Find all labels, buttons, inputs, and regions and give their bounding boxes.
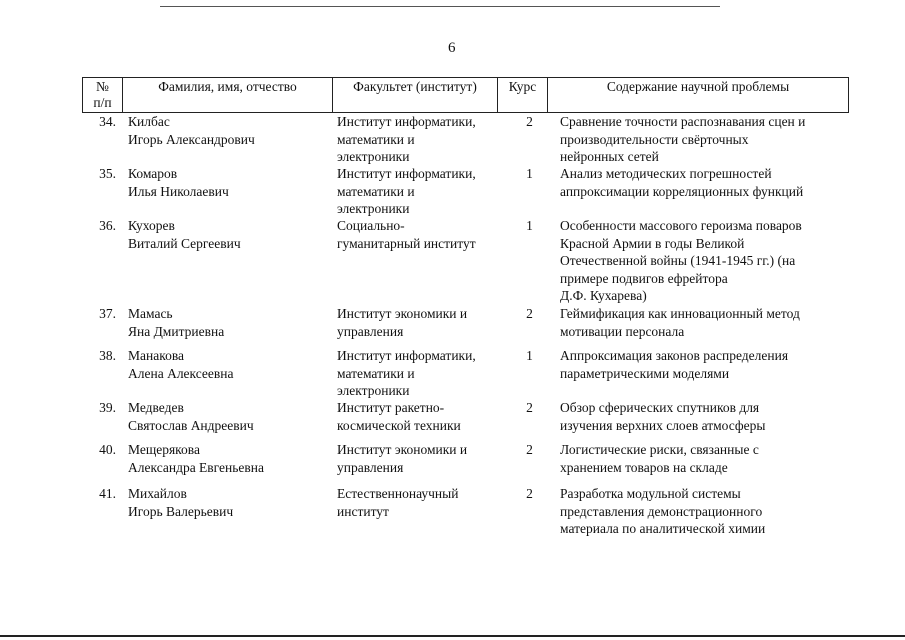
student-name	[128, 347, 328, 382]
faculty-line: электроники	[337, 149, 410, 164]
student-name	[128, 305, 328, 340]
header-number	[83, 78, 123, 112]
topic-line: Разработка модульной системы	[560, 486, 741, 501]
topic-line: Д.Ф. Кухарева)	[560, 288, 647, 303]
faculty	[337, 113, 512, 166]
header-topic: Содержание научной проблемы	[606, 79, 790, 94]
row-number: 37.	[99, 306, 116, 321]
surname: Кухорев	[128, 218, 175, 233]
surname: Манакова	[128, 348, 185, 363]
faculty-line: институт	[337, 503, 389, 519]
surname: Мещерякова	[128, 442, 200, 457]
faculty-line: электроники	[337, 201, 410, 216]
topic-line: хранением товаров на складе	[560, 459, 728, 475]
faculty-line: математики и	[337, 365, 415, 381]
surname: Медведев	[128, 400, 184, 415]
faculty	[337, 347, 512, 400]
research-topic	[560, 485, 845, 538]
page-number: 6	[448, 40, 456, 56]
topic-line: Анализ методических погрешностей	[560, 166, 772, 181]
faculty	[337, 305, 512, 340]
course: 1	[526, 348, 533, 363]
header-number-line2: п/п	[93, 95, 112, 110]
topic-line: нейронных сетей	[560, 149, 659, 164]
research-topic	[560, 305, 845, 340]
table-header	[82, 77, 849, 113]
research-topic	[560, 399, 845, 434]
row-number: 38.	[99, 348, 116, 363]
given-names: Виталий Сергеевич	[128, 235, 241, 251]
header-course: Курс	[498, 78, 548, 112]
topic-line: параметрическими моделями	[560, 365, 730, 381]
topic-line: Сравнение точности распознавания сцен и	[560, 114, 806, 129]
given-names: Илья Николаевич	[128, 183, 229, 199]
course: 2	[526, 486, 533, 501]
student-name	[128, 485, 328, 520]
topic-line: Отечественной войны (1941-1945 гг.) (на	[560, 253, 796, 268]
course: 2	[526, 400, 533, 415]
faculty	[337, 441, 512, 476]
row-number: 35.	[99, 166, 116, 181]
faculty-line: Институт информатики,	[337, 348, 476, 363]
faculty-line: Естественнонаучный	[337, 486, 459, 501]
given-names: Игорь Валерьевич	[128, 503, 234, 519]
faculty-line: Институт экономики и	[337, 442, 468, 457]
student-name	[128, 165, 328, 200]
research-topic	[560, 165, 845, 200]
header-faculty: Факультет (институт)	[333, 78, 498, 112]
row-number: 40.	[99, 442, 116, 457]
given-names: Яна Дмитриевна	[128, 323, 225, 339]
faculty-line: Институт информатики,	[337, 114, 476, 129]
surname: Михайлов	[128, 486, 187, 501]
given-names: Алена Алексеевна	[128, 365, 234, 381]
header-number-line1: №	[96, 79, 109, 94]
research-topic	[560, 217, 845, 305]
surname: Килбас	[128, 114, 170, 129]
faculty	[337, 165, 512, 218]
row-number: 34.	[99, 114, 116, 129]
bottom-rule	[0, 635, 905, 637]
course: 1	[526, 166, 533, 181]
given-names: Игорь Александрович	[128, 131, 255, 147]
row-number: 41.	[99, 486, 116, 501]
faculty-line: управления	[337, 323, 404, 339]
row-number: 36.	[99, 218, 116, 233]
faculty	[337, 485, 512, 520]
faculty-line: Социально-	[337, 218, 405, 233]
given-names: Святослав Андреевич	[128, 417, 254, 433]
given-names: Александра Евгеньевна	[128, 459, 264, 475]
faculty-line: космической техники	[337, 417, 461, 433]
topic-line: Логистические риски, связанные с	[560, 442, 759, 457]
topic-line: материала по аналитической химии	[560, 521, 766, 536]
topic-line: Особенности массового героизма поваров	[560, 218, 802, 233]
surname: Мамась	[128, 306, 173, 321]
faculty-line: математики и	[337, 183, 415, 199]
topic-line: представления демонстрационного	[560, 503, 763, 519]
faculty-line: управления	[337, 459, 404, 475]
faculty-line: математики и	[337, 131, 415, 147]
student-name	[128, 217, 328, 252]
topic-line: мотивации персонала	[560, 323, 685, 339]
topic-line: Красной Армии в годы Великой	[560, 235, 745, 251]
top-rule	[160, 6, 720, 7]
topic-line: производительности свёрточных	[560, 131, 749, 147]
topic-line: Обзор сферических спутников для	[560, 400, 760, 415]
student-name	[128, 399, 328, 434]
topic-line: изучения верхних слоев атмосферы	[560, 417, 766, 433]
course: 2	[526, 114, 533, 129]
row-number: 39.	[99, 400, 116, 415]
surname: Комаров	[128, 166, 178, 181]
course: 2	[526, 306, 533, 321]
student-name	[128, 441, 328, 476]
topic-line: Аппроксимация законов распределения	[560, 348, 789, 363]
faculty	[337, 399, 512, 434]
research-topic	[560, 441, 845, 476]
research-topic	[560, 347, 845, 382]
faculty-line: Институт информатики,	[337, 166, 476, 181]
course: 2	[526, 442, 533, 457]
topic-line: примере подвигов ефрейтора	[560, 270, 728, 286]
header-name: Фамилия, имя, отчество	[123, 78, 333, 112]
faculty-line: Институт экономики и	[337, 306, 468, 321]
student-name	[128, 113, 328, 148]
faculty-line: электроники	[337, 383, 410, 398]
course: 1	[526, 218, 533, 233]
faculty-line: гуманитарный институт	[337, 235, 476, 251]
research-topic	[560, 113, 845, 166]
faculty	[337, 217, 512, 252]
topic-line: аппроксимации корреляционных функций	[560, 183, 804, 199]
topic-line: Геймификация как инновационный метод	[560, 306, 800, 321]
faculty-line: Институт ракетно-	[337, 400, 445, 415]
